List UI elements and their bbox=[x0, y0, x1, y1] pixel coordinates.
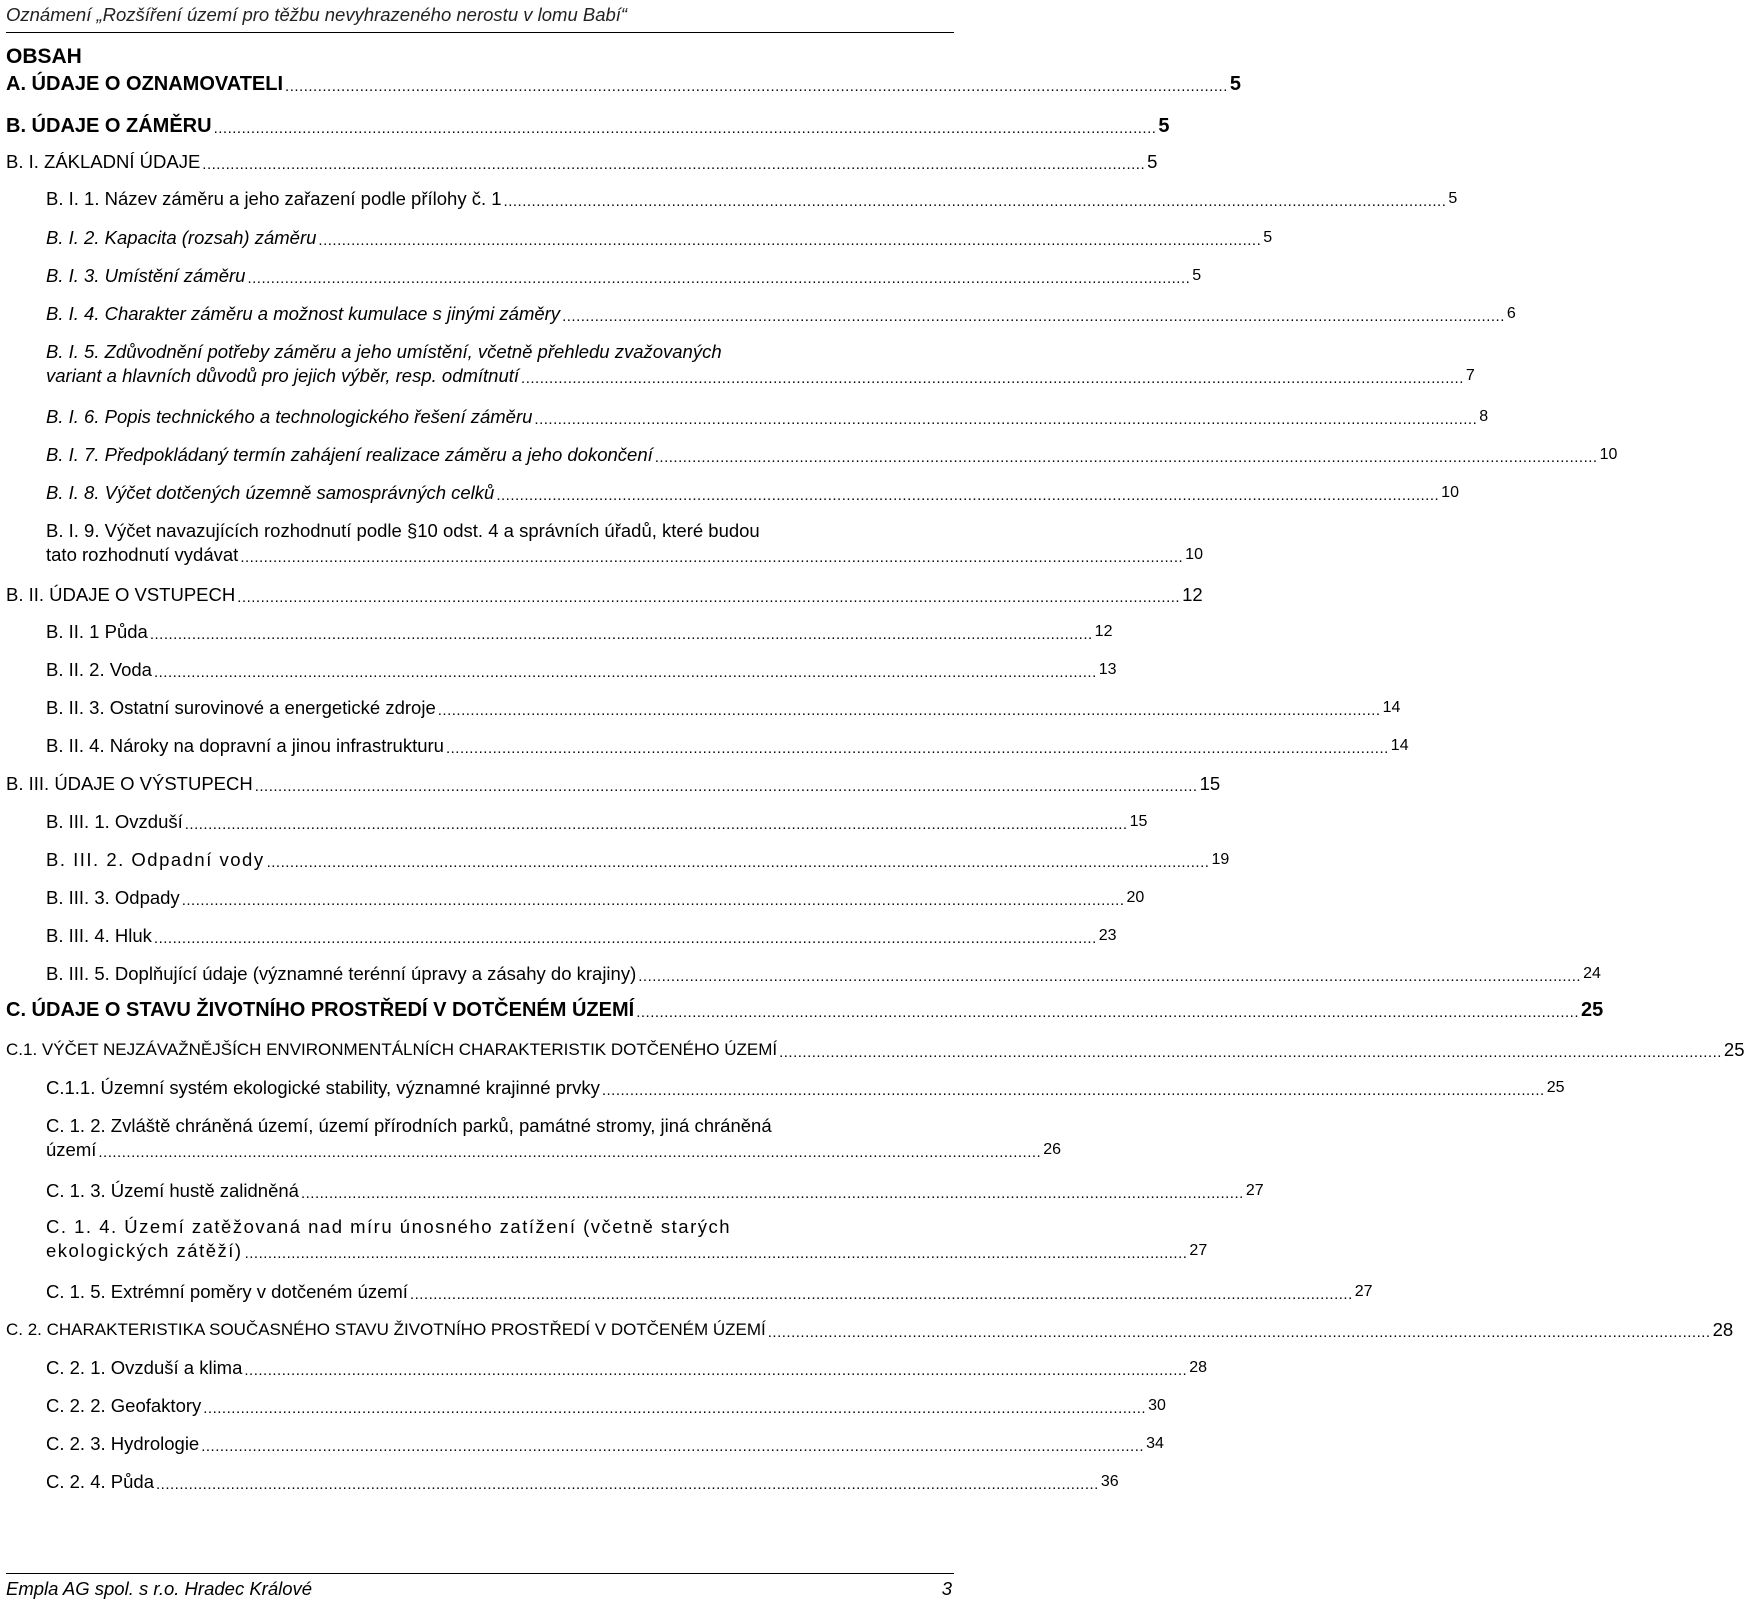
toc-entry[interactable] bbox=[46, 187, 1458, 211]
toc-entry-page: 7 bbox=[1465, 367, 1475, 384]
toc-entry[interactable] bbox=[46, 1470, 1119, 1494]
toc-entry-text: B. II. 3. Ostatní surovinové a energetické zdroje bbox=[46, 697, 436, 718]
toc-entry[interactable] bbox=[46, 1394, 1166, 1418]
toc-entry-text: C. 2. 4. Půda bbox=[46, 1471, 154, 1492]
toc-entry[interactable] bbox=[46, 734, 1409, 758]
toc-entry-text: B. III. 2. Odpadní vody bbox=[46, 849, 265, 870]
toc-entry[interactable] bbox=[46, 1114, 1062, 1162]
toc-entry[interactable] bbox=[46, 886, 1145, 910]
toc-dot-leader: .......................................................................................................................................................................................................... bbox=[562, 308, 1505, 325]
toc-entry-page: 27 bbox=[1245, 1182, 1264, 1199]
toc-dot-leader: .......................................................................................................................................................................................................... bbox=[202, 156, 1146, 173]
toc-dot-leader: .......................................................................................................................................................................................................... bbox=[767, 1324, 1711, 1341]
toc-entry[interactable] bbox=[46, 1356, 1208, 1380]
toc-dot-leader: .......................................................................................................................................................................................................... bbox=[244, 1245, 1188, 1262]
toc-dot-leader: .......................................................................................................................................................................................................... bbox=[300, 1185, 1244, 1202]
toc-entry-page: 10 bbox=[1441, 484, 1459, 501]
toc-entry-page: 25 bbox=[1546, 1079, 1565, 1096]
toc-entry-text: C. 1. 3. Území hustě zalidněná bbox=[46, 1180, 299, 1201]
toc-dot-leader: .......................................................................................................................................................................................................... bbox=[521, 370, 1464, 387]
toc-dot-leader: .......................................................................................................................................................................................................... bbox=[318, 232, 1262, 249]
toc-entry-page: 36 bbox=[1100, 1473, 1119, 1490]
toc-entry[interactable] bbox=[46, 302, 1516, 326]
toc-entry-text: B. III. ÚDAJE O VÝSTUPECH bbox=[6, 773, 253, 794]
toc-entry-page: 5 bbox=[1448, 190, 1458, 207]
page-footer bbox=[6, 1573, 954, 1612]
toc-dot-leader: .......................................................................................................................................................................................................... bbox=[247, 270, 1191, 287]
toc-entry-page: 6 bbox=[1506, 305, 1516, 322]
toc-entry-text: C. 1. 5. Extrémní poměry v dotčeném území bbox=[46, 1281, 408, 1302]
toc-dot-leader: .......................................................................................................................................................................................................... bbox=[601, 1082, 1545, 1099]
toc-entry-page: 5 bbox=[1192, 267, 1202, 284]
toc-entry-text: B. II. 2. Voda bbox=[46, 659, 152, 680]
toc-entry[interactable] bbox=[46, 848, 1230, 872]
toc-entry[interactable] bbox=[46, 1432, 1164, 1456]
toc-entry-text: B. III. 4. Hluk bbox=[46, 925, 152, 946]
footer-page-number: 3 bbox=[941, 1578, 952, 1599]
toc-entry[interactable] bbox=[46, 696, 1401, 720]
toc-entry-text: C.1.1. Územní systém ekologické stability, významné krajinné prvky bbox=[46, 1077, 600, 1098]
toc-entry-page: 28 bbox=[1189, 1359, 1208, 1376]
toc-entry-page: 8 bbox=[1479, 408, 1489, 425]
toc-entry[interactable] bbox=[6, 998, 1604, 1022]
toc-entry[interactable] bbox=[46, 226, 1273, 250]
toc-dot-leader: .......................................................................................................................................................................................................... bbox=[155, 1476, 1099, 1493]
toc-entry-text: C. 1. 4. Území zatěžovaná nad míru únosného zatížení (včetně starých bbox=[46, 1216, 732, 1237]
footer-company: Empla AG spol. s r.o. Hradec Králové bbox=[6, 1578, 313, 1599]
toc-entry-text: B. I. 8. Výčet dotčených územně samosprávných celků bbox=[46, 482, 495, 503]
toc-entry-text-continued: variant a hlavních důvodů pro jejich výběr, resp. odmítnutí bbox=[46, 365, 520, 386]
toc-dot-leader: .......................................................................................................................................................................................................... bbox=[285, 78, 1228, 95]
toc-entry-page: 5 bbox=[1158, 115, 1170, 137]
toc-entry-page: 24 bbox=[1583, 965, 1601, 982]
toc-entry-page: 12 bbox=[1182, 584, 1203, 605]
toc-entry-text: B. II. ÚDAJE O VSTUPECH bbox=[6, 584, 236, 605]
toc-entry-text: B. I. 5. Zdůvodnění potřeby záměru a jeho umístění, včetně přehledu zvažovaných bbox=[46, 341, 722, 362]
toc-entry[interactable] bbox=[46, 1179, 1264, 1203]
toc-dot-leader: .......................................................................................................................................................................................................... bbox=[654, 449, 1598, 466]
toc-entry-page: 25 bbox=[1581, 999, 1604, 1021]
toc-entry-page: 15 bbox=[1199, 773, 1221, 794]
toc-dot-leader: .......................................................................................................................................................................................................... bbox=[240, 549, 1184, 566]
toc-entry-text: B. II. 1 Půda bbox=[46, 621, 148, 642]
toc-entry-text: C. 2. CHARAKTERISTIKA SOUČASNÉHO STAVU ŽIVOTNÍHO PROSTŘEDÍ V DOTČENÉM ÚZEMÍ bbox=[6, 1320, 766, 1339]
toc-entry-text: B. I. 9. Výčet navazujících rozhodnutí podle §10 odst. 4 a správních úřadů, které budou bbox=[46, 520, 760, 541]
toc-entry[interactable] bbox=[46, 405, 1489, 429]
toc-entry-page: 27 bbox=[1354, 1283, 1373, 1300]
toc-entry-text: C.1. VÝČET NEJZÁVAŽNĚJŠÍCH ENVIRONMENTÁLNÍCH CHARAKTERISTIK DOTČENÉHO ÚZEMÍ bbox=[6, 1040, 778, 1059]
toc-dot-leader: .......................................................................................................................................................................................................... bbox=[98, 1144, 1042, 1161]
toc-dot-leader: .......................................................................................................................................................................................................... bbox=[266, 854, 1210, 871]
toc-entry-text: B. I. 4. Charakter záměru a možnost kumulace s jinými záměry bbox=[46, 303, 561, 324]
toc-entry-page: 5 bbox=[1147, 151, 1158, 172]
toc-dot-leader: .......................................................................................................................................................................................................... bbox=[149, 626, 1093, 643]
toc-entry-page: 23 bbox=[1098, 927, 1117, 944]
toc-dot-leader: .......................................................................................................................................................................................................... bbox=[254, 778, 1198, 795]
toc-dot-leader: .......................................................................................................................................................................................................... bbox=[636, 1004, 1580, 1021]
toc-entry[interactable] bbox=[46, 962, 1601, 986]
toc-entry-page: 34 bbox=[1146, 1435, 1164, 1452]
toc-dot-leader: .......................................................................................................................................................................................................... bbox=[445, 740, 1389, 757]
toc-entry-text: B. II. 4. Nároky na dopravní a jinou infrastrukturu bbox=[46, 735, 444, 756]
toc-heading: OBSAH bbox=[6, 45, 82, 68]
toc-dot-leader: .......................................................................................................................................................................................................... bbox=[184, 816, 1128, 833]
toc-entry[interactable] bbox=[46, 443, 1618, 467]
toc-entry-page: 20 bbox=[1126, 889, 1145, 906]
toc-entry-page: 5 bbox=[1229, 73, 1242, 95]
toc-dot-leader: .......................................................................................................................................................................................................... bbox=[153, 930, 1097, 947]
toc-entry[interactable] bbox=[46, 1280, 1373, 1304]
toc-entry-page: 28 bbox=[1712, 1319, 1734, 1340]
toc-dot-leader: .......................................................................................................................................................................................................... bbox=[534, 411, 1478, 428]
toc-dot-leader: .......................................................................................................................................................................................................... bbox=[237, 589, 1181, 606]
toc-entry[interactable] bbox=[46, 620, 1113, 644]
toc-entry-page: 19 bbox=[1211, 851, 1230, 868]
toc-entry[interactable] bbox=[6, 114, 1170, 138]
toc-entry-text: B. III. 3. Odpady bbox=[46, 887, 180, 908]
toc-entry[interactable] bbox=[6, 150, 1158, 174]
toc-entry[interactable] bbox=[46, 1215, 1208, 1263]
toc-entry-text: B. I. ZÁKLADNÍ ÚDAJE bbox=[6, 151, 201, 172]
toc-entry-page: 30 bbox=[1148, 1397, 1166, 1414]
toc-entry-page: 14 bbox=[1382, 699, 1401, 716]
toc-entry-page: 25 bbox=[1723, 1039, 1745, 1060]
toc-entry-text: C. 2. 3. Hydrologie bbox=[46, 1433, 200, 1454]
toc-entry-text-continued: území bbox=[46, 1139, 97, 1160]
toc-entry[interactable] bbox=[6, 1038, 1745, 1062]
toc-dot-leader: .......................................................................................................................................................................................................... bbox=[409, 1286, 1353, 1303]
toc-dot-leader: .......................................................................................................................................................................................................... bbox=[201, 1438, 1145, 1455]
toc-entry[interactable] bbox=[46, 481, 1459, 505]
toc-dot-leader: .......................................................................................................................................................................................................... bbox=[638, 968, 1582, 985]
toc-entry[interactable] bbox=[46, 810, 1148, 834]
toc-entry[interactable] bbox=[46, 924, 1117, 948]
page-header bbox=[6, 0, 954, 33]
toc-entry[interactable] bbox=[6, 583, 1203, 607]
toc-entry-page: 27 bbox=[1189, 1242, 1208, 1259]
toc-dot-leader: .......................................................................................................................................................................................................... bbox=[503, 193, 1447, 210]
toc-entry-page: 15 bbox=[1129, 813, 1148, 830]
toc-dot-leader: .......................................................................................................................................................................................................... bbox=[213, 120, 1157, 137]
toc-dot-leader: .......................................................................................................................................................................................................... bbox=[437, 702, 1381, 719]
toc-entry-page: 12 bbox=[1094, 623, 1113, 640]
toc-entry-page: 26 bbox=[1043, 1141, 1062, 1158]
toc-dot-leader: .......................................................................................................................................................................................................... bbox=[203, 1400, 1147, 1417]
toc-entry-page: 14 bbox=[1390, 737, 1409, 754]
toc-entry[interactable] bbox=[6, 72, 1242, 96]
toc-entry-text-continued: ekologických zátěží) bbox=[46, 1240, 243, 1261]
toc-dot-leader: .......................................................................................................................................................................................................... bbox=[496, 487, 1440, 504]
toc-entry[interactable] bbox=[46, 658, 1117, 682]
toc-dot-leader: .......................................................................................................................................................................................................... bbox=[779, 1044, 1722, 1061]
toc-entry-text: A. ÚDAJE O OZNAMOVATELI bbox=[6, 73, 284, 95]
toc-entry[interactable] bbox=[6, 1318, 1734, 1342]
toc-entry-text: C. 2. 2. Geofaktory bbox=[46, 1395, 202, 1416]
toc-entry[interactable] bbox=[46, 340, 1475, 388]
toc-entry-text: B. I. 3. Umístění záměru bbox=[46, 265, 246, 286]
toc-dot-leader: .......................................................................................................................................................................................................... bbox=[181, 892, 1125, 909]
toc-entry-text: B. I. 7. Předpokládaný termín zahájení realizace záměru a jeho dokončení bbox=[46, 444, 653, 465]
toc-entry-text-continued: tato rozhodnutí vydávat bbox=[46, 544, 239, 565]
toc-entry-text: B. III. 5. Doplňující údaje (významné terénní úpravy a zásahy do krajiny) bbox=[46, 963, 637, 984]
toc-entry[interactable] bbox=[6, 772, 1221, 796]
toc-entry-text: B. III. 1. Ovzduší bbox=[46, 811, 183, 832]
toc-entry-page: 5 bbox=[1263, 229, 1273, 246]
toc-entry[interactable] bbox=[46, 1076, 1565, 1100]
toc-entry-text: B. I. 1. Název záměru a jeho zařazení podle přílohy č. 1 bbox=[46, 188, 502, 209]
document-title: Oznámení „Rozšíření území pro těžbu nevyhrazeného nerostu v lomu Babí“ bbox=[6, 4, 628, 25]
toc-entry-text: B. ÚDAJE O ZÁMĚRU bbox=[6, 115, 212, 137]
toc-dot-leader: .......................................................................................................................................................................................................... bbox=[153, 664, 1097, 681]
toc-entry-text: C. 2. 1. Ovzduší a klima bbox=[46, 1357, 243, 1378]
toc-entry-page: 13 bbox=[1098, 661, 1117, 678]
toc-entry-page: 10 bbox=[1599, 446, 1618, 463]
toc-entry-text: C. ÚDAJE O STAVU ŽIVOTNÍHO PROSTŘEDÍ V DOTČENÉM ÚZEMÍ bbox=[6, 999, 635, 1021]
toc-dot-leader: .......................................................................................................................................................................................................... bbox=[244, 1362, 1188, 1379]
toc-entry-text: B. I. 6. Popis technického a technologického řešení záměru bbox=[46, 406, 533, 427]
toc-entry-page: 10 bbox=[1185, 546, 1203, 563]
toc-entry[interactable] bbox=[46, 264, 1202, 288]
toc-entry-text: C. 1. 2. Zvláště chráněná území, území přírodních parků, památné stromy, jiná chráněná bbox=[46, 1115, 772, 1136]
toc-entry-text: B. I. 2. Kapacita (rozsah) záměru bbox=[46, 227, 317, 248]
toc-entry[interactable] bbox=[46, 519, 1203, 567]
